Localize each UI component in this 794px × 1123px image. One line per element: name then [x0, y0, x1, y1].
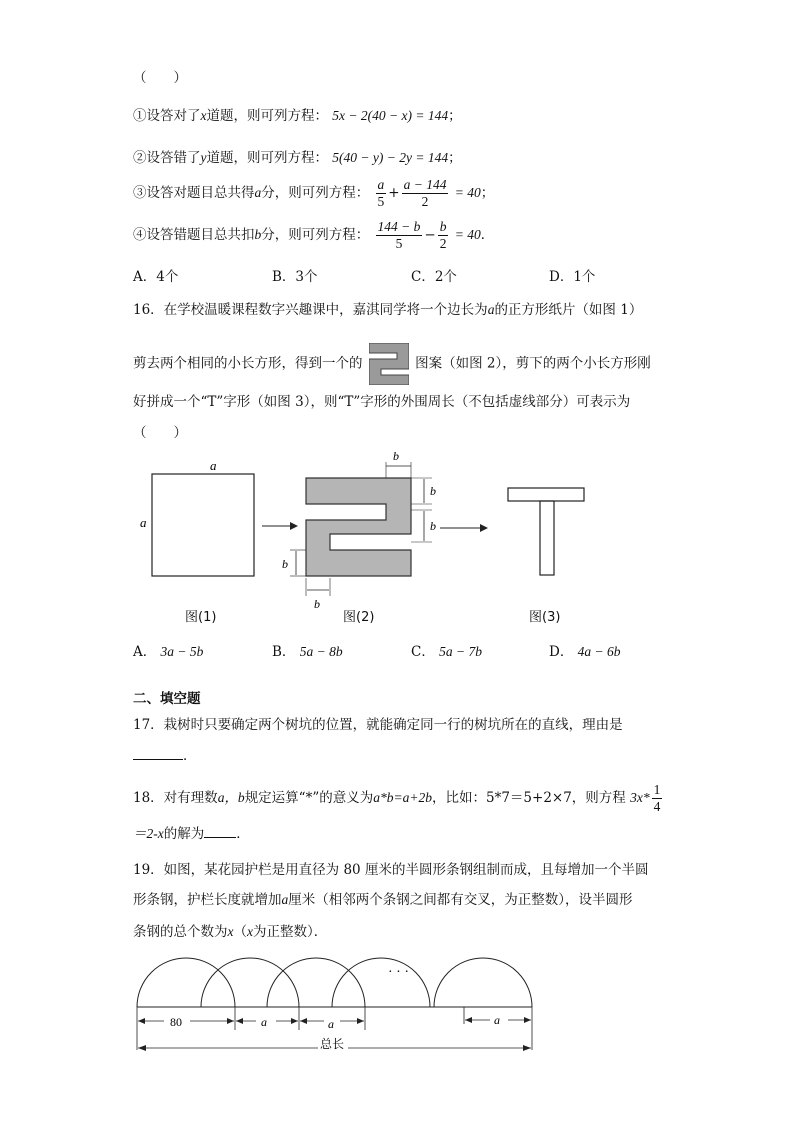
- q17-answer: ．: [133, 744, 197, 764]
- fig2-label-b-right-1: b: [430, 484, 436, 498]
- q16-option-a: A． 3a − 5b: [133, 644, 204, 660]
- label-a-3: a: [494, 1013, 500, 1027]
- arrow-2: [440, 524, 488, 532]
- fig2-label-b-top: b: [393, 450, 399, 463]
- fig3-caption: 图(3): [529, 610, 561, 625]
- fig1-label-a-left: a: [140, 515, 147, 530]
- q16-option-d: D． 4a − 6b: [549, 644, 621, 660]
- fig1-label-a-top: a: [210, 458, 217, 473]
- q15-item-1: ①设答对了x道题，则可列方程： 5x − 2(40 − x) = 144；: [133, 108, 462, 124]
- answer-blank[interactable]: [133, 747, 183, 760]
- fraction: $\frac{a}{5}$: [377, 177, 385, 209]
- figure-2-s-shape: [282, 450, 436, 611]
- q19-line-1: 19．如图，某花园护栏是用直径为 80 厘米的半圆形条钢组制而成，且每增加一个半圆: [133, 862, 649, 878]
- fraction: $\frac{b}{2}$: [439, 219, 447, 251]
- section-title: 二、填空题: [133, 691, 201, 707]
- figure-3-t-shape: [508, 488, 584, 575]
- q16-figures: [130, 450, 650, 620]
- fig2-caption: 图(2): [343, 610, 375, 625]
- q15-item-2: ②设答错了y道题，则可列方程： 5(40 − y) − 2y = 144；: [133, 150, 462, 166]
- q15-paren: （ ）: [133, 70, 187, 86]
- q16-line-3: 好拼成一个“T”字形（如图 3），则“T”字形的外围周长（不包括虚线部分）可表示为: [133, 394, 631, 410]
- fraction: $\frac{144 - b}{5}$: [377, 219, 421, 251]
- label-a-2: a: [328, 1017, 334, 1031]
- q17-line-1: 17．栽树时只要确定两个树坑的位置，就能确定同一行的树坑所在的直线，理由是: [133, 717, 623, 733]
- q18-line-1: 18．对有理数a，b规定运算“*”的意义为a*b=a+2b，比如：5*7＝5+2×7，则方程 3x* $\frac{1}{4}$: [133, 782, 661, 814]
- q15-option-a: A．4个: [133, 269, 179, 285]
- answer-blank[interactable]: [204, 825, 236, 838]
- q16-option-b: B． 5a − 8b: [272, 644, 343, 660]
- fig2-label-b-right-2: b: [430, 519, 436, 533]
- label-total: 总长: [320, 1037, 345, 1051]
- q16-line-1: 16．在学校温暖课程数字兴趣课中，嘉淇同学将一个边长为a的正方形纸片（如图 1）: [133, 302, 643, 318]
- label-80: 80: [170, 1015, 182, 1029]
- arrow-1: [262, 522, 298, 530]
- q15-option-d: D．1个: [549, 269, 596, 285]
- q16-paren: （ ）: [133, 425, 187, 441]
- q15-option-c: C．2个: [411, 269, 457, 285]
- q19-line-3: 条钢的总个数为x（x为正整数）．: [133, 924, 328, 940]
- q16-option-c: C． 5a − 7b: [411, 644, 483, 660]
- fig2-label-b-left: b: [282, 557, 288, 571]
- fig2-label-b-bottom: b: [314, 597, 320, 611]
- fraction: $\frac{a - 144}{2}$: [403, 177, 447, 209]
- q19-line-2: 形条钢，护栏长度就增加a厘米（相邻两个条钢之间都有交叉，为正整数），设半圆形: [133, 892, 633, 908]
- ellipsis: · · ·: [388, 965, 409, 980]
- q15-item-3: ③设答对题目总共得a分，则可列方程： $\frac{a}{5}$ + $\frac{a - 144}{2}$ = 40；: [133, 177, 495, 209]
- q15-item-4: ④设答错题目总共扣b分，则可列方程： $\frac{144 - b}{5}$ − $\frac{b}{2}$ = 40．: [133, 219, 495, 251]
- q19-fence-figure: [128, 950, 548, 1060]
- q15-option-b: B．3个: [272, 269, 318, 285]
- fig1-caption: 图(1): [185, 610, 217, 625]
- q18-line-2: ＝2-x的解为 ．: [133, 826, 250, 842]
- figure-1-square: [140, 458, 254, 576]
- label-a-1: a: [261, 1015, 267, 1029]
- s-shape-icon: [369, 343, 409, 385]
- q16-line-2: 剪去两个相同的小长方形，得到一个的 图案（如图 2），剪下的两个小长方形刚: [133, 343, 651, 385]
- fraction: $\frac{1}{4}$: [653, 782, 661, 814]
- semicircles: [137, 958, 532, 1007]
